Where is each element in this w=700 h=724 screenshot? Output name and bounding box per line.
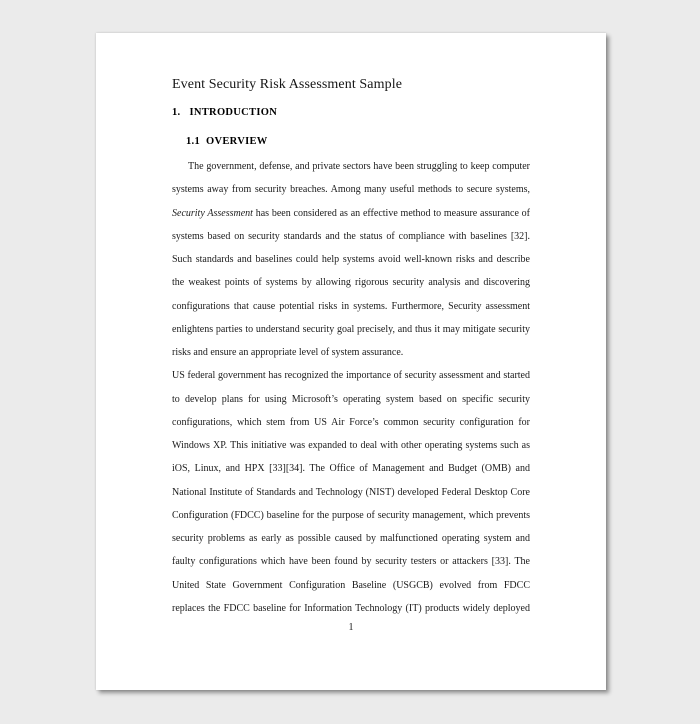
paragraph-text: has been considered as an effective method to measure assurance of systems based on security standards and the status of compliance with baselines [32]. Such standards and baselines could help systems avoid well-known risks and describe the weakest points of systems by allowing rigorous security analysis and discovering configurations that cause potential risks in systems. Furthermore, Security assessment enlightens parties to understand security goal precisely, and thus it may mitigate security risks and ensure an appropriate level of system assurance.: [172, 207, 530, 358]
section-label: INTRODUCTION: [189, 107, 278, 118]
paragraph-overview-1: [172, 155, 530, 364]
section-number: 1.: [172, 107, 181, 118]
document-body: [172, 155, 530, 620]
subsection-heading-overview: [186, 135, 530, 148]
paragraph-overview-2: US federal government has recognized the importance of security assessment and started to develop plans for using Microsoft’s operating system based on specific security configurations, which stem from US Air Force’s common security configuration for Windows XP. This initiative was expanded to deal with other operating systems such as iOS, Linux, and HPX [33][34]. The Office of Management and Budget (OMB) and National Institute of Standards and Technology (NIST) developed Federal Desktop Core Configuration (FDCC) baseline for the purpose of security management, which prevents security problems as early as possible caused by malfunctioned operating system and faulty configurations which have been found by security testers or attackers [33]. The United State Government Configuration Baseline (USGCB) evolved from FDCC replaces the FDCC baseline for Information Technology (IT) products widely deployed: [172, 370, 530, 614]
subsection-number: 1.1: [186, 136, 201, 147]
section-heading-introduction: [172, 106, 530, 119]
italic-phrase-security-assessment: Security Assessment: [172, 207, 253, 219]
paragraph-text: The government, defense, and private sectors have been struggling to keep computer systems away from security breaches. Among many useful methods to secure systems,: [172, 161, 530, 196]
page-number: 1: [348, 622, 354, 633]
document-title: Event Security Risk Assessment Sample: [172, 77, 403, 92]
subsection-label: OVERVIEW: [206, 136, 268, 147]
document-page: [96, 33, 606, 690]
